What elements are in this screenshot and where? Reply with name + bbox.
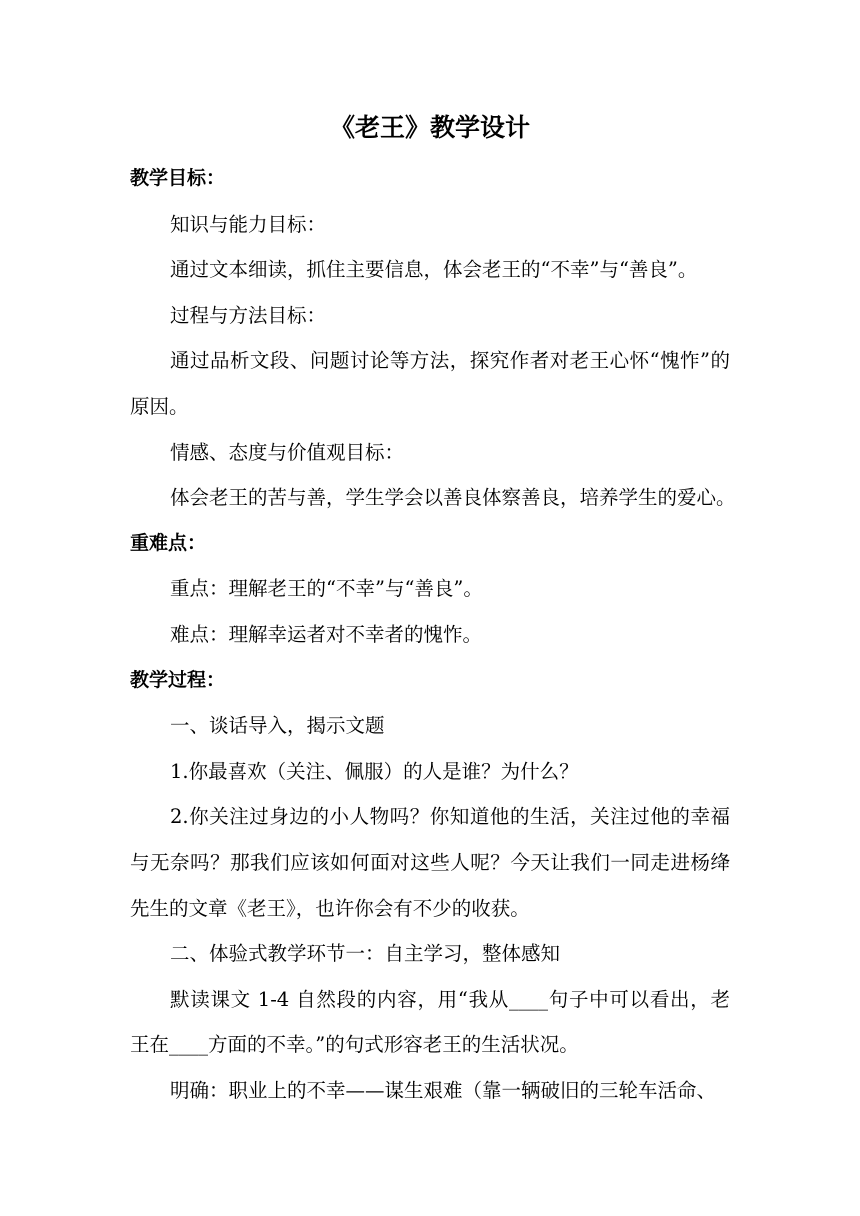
- process-label: 过程与方法目标：: [170, 303, 327, 327]
- emotion-text: 体会老王的苦与善，学生学会以善良体察善良，培养学生的爱心。: [170, 486, 736, 510]
- step2-title: 二、体验式教学环节一：自主学习，整体感知: [170, 942, 561, 966]
- knowledge-text: 通过文本细读，抓住主要信息，体会老王的“不幸”与“善良”。: [170, 258, 698, 282]
- objectives-heading: 教学目标：: [130, 167, 226, 189]
- question-1: 1.你最喜欢（关注、佩服）的人是谁？为什么？: [170, 759, 579, 783]
- process-text: 通过品析文段、问题讨论等方法，探究作者对老王心怀“愧怍”的原因。: [130, 349, 730, 418]
- question-2: 2.你关注过身边的小人物吗？你知道他的生活，关注过他的幸福与无奈吗？那我们应该如何面对这些人呢？今天让我们一同走进杨绛先生的文章《老王》，也许你会有不少的收获。: [130, 805, 730, 920]
- key-points-heading: 重难点：: [130, 531, 207, 554]
- task-text: 默读课文 1-4 自然段的内容，用“我从____句子中可以看出，老王在____方面的不幸。”的句式形容老王的生活状况。: [130, 987, 730, 1057]
- difficulty-text: 难点：理解幸运者对不幸者的愧怍。: [170, 622, 483, 646]
- knowledge-label: 知识与能力目标：: [170, 212, 327, 236]
- document-title: 《老王》教学设计: [329, 113, 530, 142]
- clarify-text: 明确：职业上的不幸——谋生艰难（靠一辆破旧的三轮车活命、: [170, 1078, 717, 1102]
- document-body: [130, 156, 736, 1113]
- focus-text: 重点：理解老王的“不幸”与“善良”。: [170, 577, 483, 601]
- process-heading: 教学过程：: [130, 668, 226, 691]
- emotion-label: 情感、态度与价值观目标：: [170, 440, 405, 464]
- step1-title: 一、谈话导入，揭示文题: [170, 714, 385, 738]
